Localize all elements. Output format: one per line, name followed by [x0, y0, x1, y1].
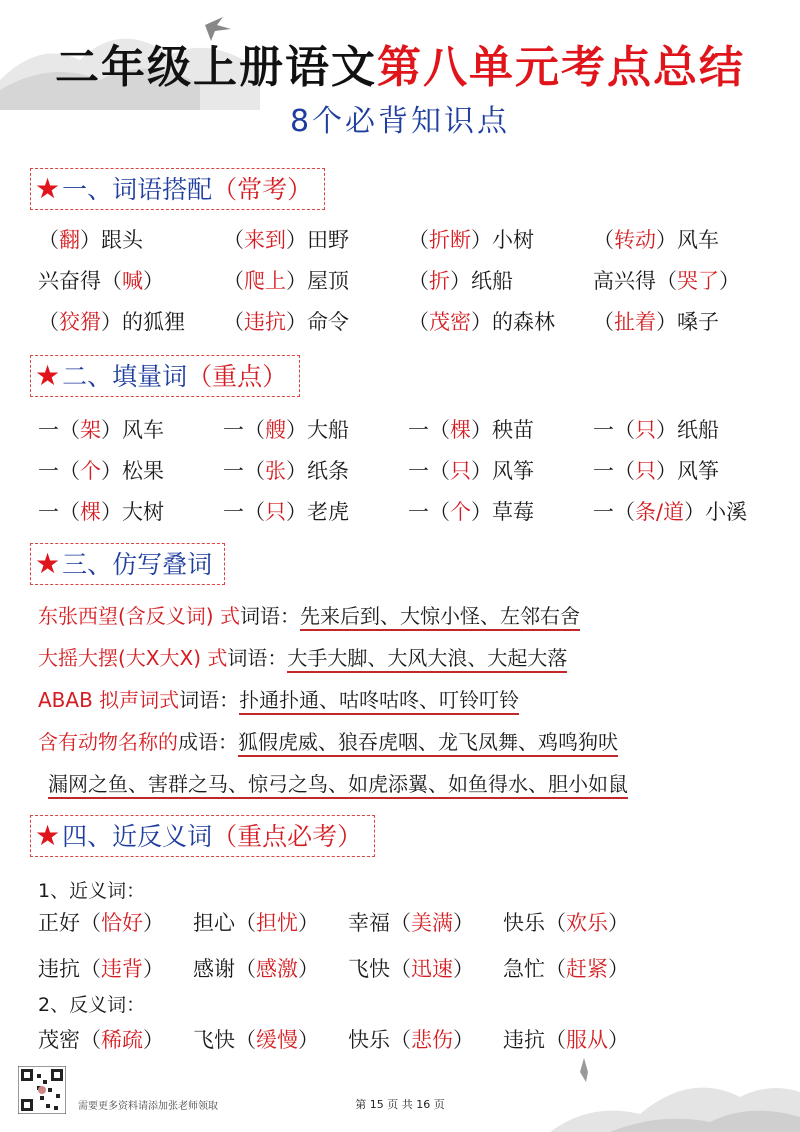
measure-word-grid: [38, 408, 778, 531]
reduplication-line: [38, 597, 580, 635]
cell-prefix: 担心（: [193, 911, 256, 935]
cell-answer: 狡猾: [59, 309, 101, 334]
synonym-pair: [193, 907, 348, 937]
cell-prefix: 一（: [593, 499, 635, 524]
cell-suffix: ）的狐狸: [101, 309, 185, 334]
cell-answer: 茂密: [429, 309, 471, 334]
synonym-pair: [503, 907, 658, 937]
cell-prefix: 急忙（: [503, 957, 566, 981]
section-note: （重点）: [187, 362, 288, 391]
cell-answer: 稀疏: [101, 1028, 143, 1052]
synonym-pair: [348, 907, 503, 937]
cell-prefix: 飞快（: [348, 957, 411, 981]
cell-prefix: 一（: [593, 417, 635, 442]
reduplication-line: [48, 765, 628, 803]
collocation-item: [593, 224, 778, 254]
cell-suffix: ）纸条: [286, 458, 349, 483]
cell-suffix: ）: [143, 268, 164, 293]
cell-answer: 欢乐: [566, 911, 608, 935]
section-heading-synonyms-antonyms: [30, 815, 375, 857]
cell-answer: 只: [635, 417, 656, 442]
cell-suffix: ）: [453, 1028, 474, 1052]
cell-prefix: 一（: [223, 458, 265, 483]
antonym-pair: [38, 1024, 193, 1054]
cell-suffix: ）松果: [101, 458, 164, 483]
section-label: 一、词语搭配: [62, 175, 213, 204]
cell-prefix: 一（: [408, 458, 450, 483]
cell-prefix: 飞快（: [193, 1028, 256, 1052]
synonym-pair: [38, 953, 193, 983]
cell-suffix: ）嗓子: [656, 309, 719, 334]
cell-suffix: ）: [298, 1028, 319, 1052]
collocation-grid: [38, 218, 778, 341]
grid-row: [38, 259, 778, 300]
collocation-item: [408, 265, 593, 295]
section-note: （常考）: [212, 175, 313, 204]
collocation-item: [593, 306, 778, 336]
grid-row: [38, 300, 778, 341]
cell-prefix: （: [223, 227, 244, 252]
cell-prefix: （: [223, 309, 244, 334]
cell-suffix: ）秧苗: [471, 417, 534, 442]
antonym-pair: [348, 1024, 503, 1054]
collocation-item: [408, 306, 593, 336]
antonym-pair: [503, 1024, 658, 1054]
cell-prefix: （: [408, 268, 429, 293]
cell-answer: 违背: [101, 957, 143, 981]
pattern-answer: 狐假虎威、狼吞虎咽、龙飞凤舞、鸡鸣狗吠: [238, 730, 618, 757]
cell-prefix: 正好（: [38, 911, 101, 935]
cell-prefix: 幸福（: [348, 911, 411, 935]
synonym-pair: [348, 953, 503, 983]
antonym-pair: [193, 1024, 348, 1054]
grid-row: [38, 408, 778, 449]
synonym-pair: [38, 907, 193, 937]
cell-suffix: ）风筝: [471, 458, 534, 483]
collocation-item: [593, 265, 778, 295]
cell-suffix: ）纸船: [450, 268, 513, 293]
cell-answer: 翻: [59, 227, 80, 252]
cell-suffix: ）大船: [286, 417, 349, 442]
measure-word-item: [593, 414, 778, 444]
cell-answer: 艘: [265, 417, 286, 442]
collocation-item: [38, 224, 223, 254]
cell-prefix: （: [38, 309, 59, 334]
measure-word-item: [38, 455, 223, 485]
cell-prefix: （: [408, 309, 429, 334]
cell-prefix: 快乐（: [503, 911, 566, 935]
cell-prefix: （: [408, 227, 429, 252]
measure-word-item: [38, 496, 223, 526]
cell-suffix: ）老虎: [286, 499, 349, 524]
cell-suffix: ）的森林: [471, 309, 555, 334]
cell-suffix: ）命令: [286, 309, 349, 334]
cell-suffix: ）: [608, 911, 629, 935]
cell-suffix: ）: [608, 957, 629, 981]
collocation-item: [38, 265, 223, 295]
measure-word-item: [408, 455, 593, 485]
cell-prefix: 感谢（: [193, 957, 256, 981]
cell-suffix: ）: [453, 957, 474, 981]
measure-word-item: [223, 455, 408, 485]
cell-answer: 恰好: [101, 911, 143, 935]
cell-suffix: ）纸船: [656, 417, 719, 442]
measure-word-item: [408, 496, 593, 526]
cell-prefix: 一（: [38, 417, 80, 442]
pattern-answer: 漏网之鱼、害群之马、惊弓之鸟、如虎添翼、如鱼得水、胆小如鼠: [48, 772, 628, 799]
cell-prefix: 一（: [38, 499, 80, 524]
cell-answer: 折: [429, 268, 450, 293]
synonym-pair: [193, 953, 348, 983]
pattern-label: 东张西望(含反义词) 式: [38, 604, 240, 628]
cell-answer: 悲伤: [411, 1028, 453, 1052]
reduplication-line: [38, 639, 567, 677]
cell-suffix: ）屋顶: [286, 268, 349, 293]
cell-answer: 美满: [411, 911, 453, 935]
cell-suffix: ）: [143, 1028, 164, 1052]
measure-word-item: [38, 414, 223, 444]
measure-word-item: [593, 455, 778, 485]
pattern-label: 含有动物名称的: [38, 730, 178, 754]
cell-answer: 棵: [450, 417, 471, 442]
cell-prefix: 一（: [408, 499, 450, 524]
cell-prefix: 违抗（: [38, 957, 101, 981]
cell-prefix: 一（: [223, 417, 265, 442]
page-subtitle: 8个必背知识点: [289, 104, 511, 139]
synonym-pair: [503, 953, 658, 983]
cell-suffix: ）小树: [471, 227, 534, 252]
cell-suffix: ）小溪: [684, 499, 748, 524]
cell-prefix: （: [593, 227, 614, 252]
ink-mountain-decoration-bottom: [550, 1042, 800, 1132]
pair-row: [38, 1024, 658, 1054]
cell-suffix: ）风筝: [656, 458, 719, 483]
section-note: （重点必考）: [212, 822, 363, 851]
pattern-answer: 扑通扑通、咕咚咕咚、叮铃叮铃: [239, 688, 519, 715]
cell-suffix: ）: [298, 957, 319, 981]
cell-suffix: ）大树: [101, 499, 164, 524]
cell-answer: 感激: [256, 957, 298, 981]
cell-suffix: ）: [608, 1028, 629, 1052]
pair-row: [38, 953, 658, 983]
pattern-label: 大摇大摆(大X大X) 式: [38, 646, 228, 670]
cell-answer: 扯着: [614, 309, 656, 334]
cell-suffix: ）: [143, 957, 164, 981]
collocation-item: [223, 224, 408, 254]
section-heading-measure-words: [30, 355, 300, 397]
cell-prefix: （: [593, 309, 614, 334]
cell-prefix: （: [223, 268, 244, 293]
section-label: 四、近反义词: [62, 822, 213, 851]
cell-prefix: 快乐（: [348, 1028, 411, 1052]
grid-row: [38, 490, 778, 531]
cell-suffix: ）: [143, 911, 164, 935]
cell-answer: 只: [635, 458, 656, 483]
cell-answer: 只: [450, 458, 471, 483]
measure-word-item: [408, 414, 593, 444]
cell-answer: 条/道: [635, 499, 685, 524]
cell-prefix: 茂密（: [38, 1028, 101, 1052]
footer-note: 需要更多资料请添加张老师领取: [78, 1101, 218, 1112]
collocation-item: [38, 306, 223, 336]
cell-answer: 只: [265, 499, 286, 524]
cell-suffix: ）风车: [656, 227, 719, 252]
section-label: 三、仿写叠词: [62, 550, 213, 579]
pattern-label: ABAB 拟声词式: [38, 688, 180, 712]
pattern-suffix: 词语：: [227, 646, 288, 670]
cell-suffix: ）草莓: [471, 499, 534, 524]
cell-suffix: ）跟头: [80, 227, 143, 252]
title-part-unit: 第八单元考点总结: [377, 42, 745, 93]
cell-answer: 服从: [566, 1028, 608, 1052]
cell-answer: 棵: [80, 499, 101, 524]
page-number: 第 15 页 共 16 页: [355, 1098, 445, 1111]
cell-answer: 来到: [244, 227, 286, 252]
section-heading-reduplication: [30, 543, 225, 585]
cell-answer: 个: [450, 499, 471, 524]
measure-word-item: [593, 496, 778, 526]
reduplication-line: [38, 681, 519, 719]
grid-row: [38, 218, 778, 259]
section-heading-collocation: [30, 168, 325, 210]
page-title: [0, 38, 800, 98]
star-icon: ★: [35, 819, 61, 852]
collocation-item: [223, 265, 408, 295]
cell-prefix: 一（: [38, 458, 80, 483]
cell-suffix: ）田野: [286, 227, 349, 252]
measure-word-item: [223, 414, 408, 444]
cell-answer: 缓慢: [256, 1028, 298, 1052]
pattern-suffix: 词语：: [239, 604, 300, 628]
cell-suffix: ）: [453, 911, 474, 935]
pair-row: [38, 907, 658, 937]
synonyms-label: 1、近义词：: [38, 880, 146, 902]
cell-answer: 爬上: [244, 268, 286, 293]
cell-answer: 转动: [614, 227, 656, 252]
star-icon: ★: [35, 172, 61, 205]
cell-answer: 违抗: [244, 309, 286, 334]
cell-prefix: 一（: [408, 417, 450, 442]
cell-suffix: ）: [298, 911, 319, 935]
cell-prefix: 违抗（: [503, 1028, 566, 1052]
collocation-item: [223, 306, 408, 336]
cell-answer: 担忧: [256, 911, 298, 935]
cell-suffix: ）: [719, 268, 740, 293]
star-icon: ★: [35, 547, 61, 580]
cell-answer: 张: [265, 458, 286, 483]
cell-answer: 哭了: [677, 268, 719, 293]
antonyms-label: 2、反义词：: [38, 994, 146, 1016]
cell-prefix: 一（: [593, 458, 635, 483]
cell-prefix: 兴奋得（: [38, 268, 122, 293]
cell-suffix: ）风车: [101, 417, 164, 442]
section-label: 二、填量词: [62, 362, 188, 391]
cell-prefix: （: [38, 227, 59, 252]
star-icon: ★: [35, 359, 61, 392]
cell-prefix: 高兴得（: [593, 268, 677, 293]
cell-answer: 折断: [429, 227, 471, 252]
measure-word-item: [223, 496, 408, 526]
cell-prefix: 一（: [223, 499, 265, 524]
cell-answer: 个: [80, 458, 101, 483]
pattern-suffix: 词语：: [179, 688, 240, 712]
cell-answer: 架: [80, 417, 101, 442]
pattern-answer: 大手大脚、大风大浪、大起大落: [287, 646, 567, 673]
grid-row: [38, 449, 778, 490]
pattern-answer: 先来后到、大惊小怪、左邻右舍: [300, 604, 580, 631]
title-part-grade: 二年级上册语文: [55, 42, 377, 93]
collocation-item: [408, 224, 593, 254]
cell-answer: 赶紧: [566, 957, 608, 981]
reduplication-line: [38, 723, 618, 761]
cell-answer: 迅速: [411, 957, 453, 981]
cell-answer: 喊: [122, 268, 143, 293]
pattern-suffix: 成语：: [178, 730, 238, 754]
